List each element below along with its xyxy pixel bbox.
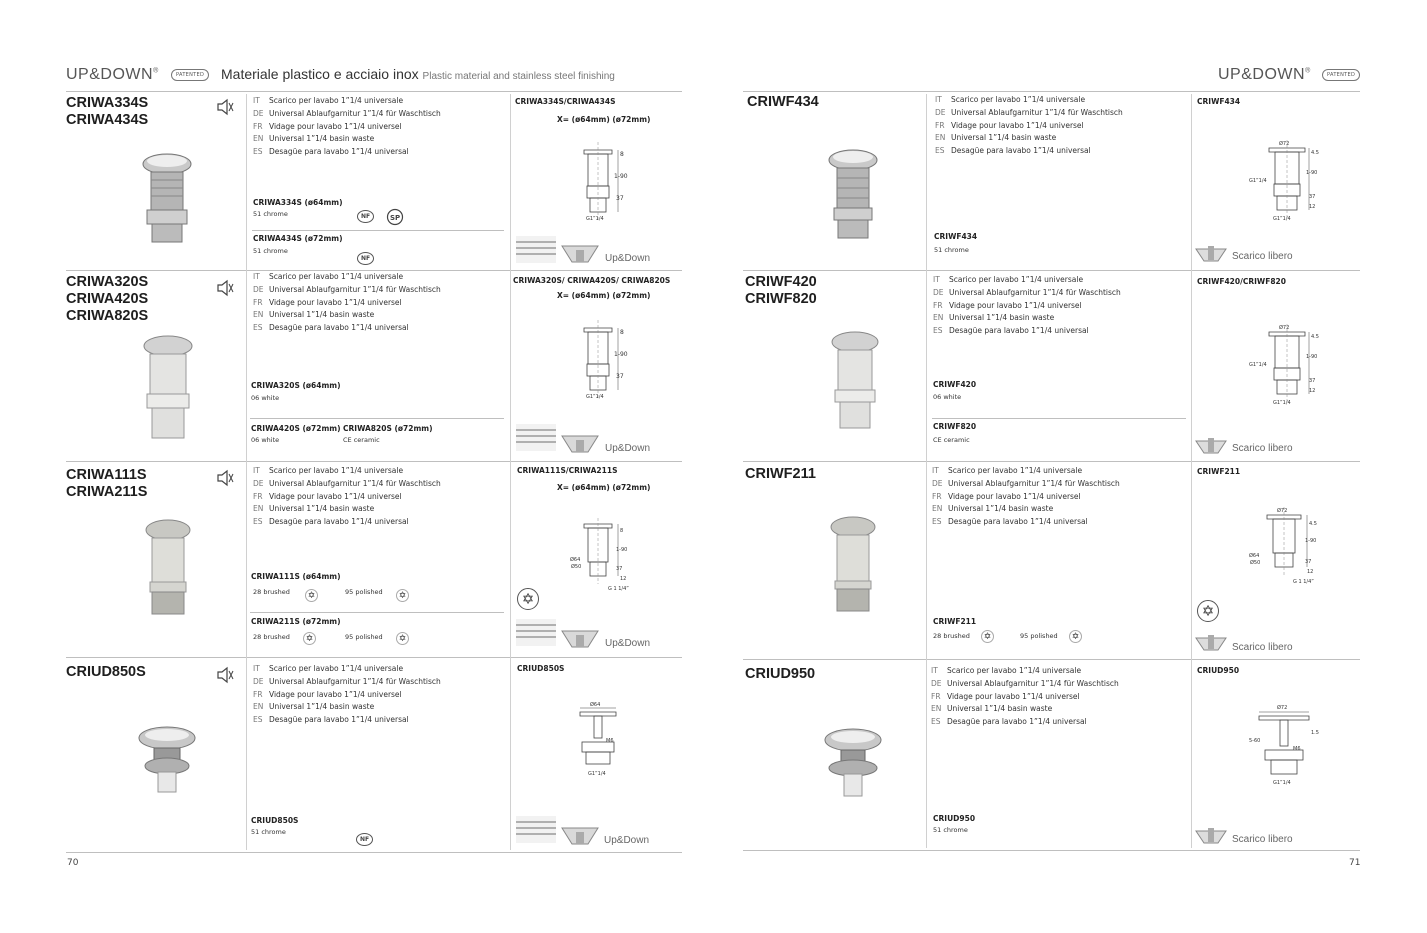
- description: IT Scarico per lavabo 1”1/4 universale DE Universal Ablaufgarnitur 1”1/4 für Waschtisch FR Vidage pour lavabo 1”1/4 universel EN Universal 1”1/4 basin waste ES Desagüe para lavabo 1”1/4 universal: [932, 466, 1120, 527]
- technical-drawing: [1249, 138, 1321, 223]
- drawing-title: CRIUD950: [1197, 666, 1240, 675]
- divider: [743, 659, 1360, 660]
- drawing-title: CRIWA111S/CRIWA211S: [517, 466, 618, 475]
- svg-text:4.5: 4.5: [1309, 521, 1317, 527]
- star-finish-icon: ✡: [396, 589, 409, 602]
- product-image: [138, 150, 196, 245]
- column-divider: [1191, 94, 1192, 848]
- svg-text:G1”1/4: G1”1/4: [1249, 178, 1267, 184]
- updown-label: Up&Down: [605, 253, 651, 264]
- product-image: [142, 518, 194, 616]
- variant-code: CRIWF211: [933, 617, 977, 626]
- divider: [743, 270, 1360, 271]
- svg-text:G1”1/4: G1”1/4: [1273, 400, 1291, 406]
- drawing-x-note: X= (ø64mm) (ø72mm): [557, 115, 651, 124]
- svg-text:12: 12: [1309, 388, 1316, 394]
- variant-finish: 95 polished: [1020, 632, 1058, 640]
- updown-label: Up&Down: [604, 835, 650, 846]
- product-image: [825, 146, 881, 240]
- product-image: [140, 334, 196, 440]
- technical-drawing: [1249, 700, 1319, 790]
- variant-code: CRIWA820S (ø72mm): [343, 424, 433, 433]
- left-page: [0, 0, 713, 933]
- brand-logo: UP&DOWN®: [66, 66, 159, 83]
- svg-text:37: 37: [1309, 194, 1316, 200]
- variant-finish: 28 brushed: [253, 633, 290, 641]
- svg-text:12: 12: [620, 576, 627, 582]
- basin-waste-icon: [560, 820, 600, 846]
- variant-finish: 51 chrome: [253, 247, 288, 255]
- svg-text:1-90: 1-90: [616, 547, 628, 553]
- technical-drawing: [1249, 505, 1329, 590]
- svg-text:12: 12: [1309, 204, 1316, 210]
- variant-code: CRIWF434: [934, 232, 978, 241]
- variant-code: CRIWA111S (ø64mm): [251, 572, 341, 581]
- star-finish-icon: ✡: [1069, 630, 1082, 643]
- technical-drawing: [570, 518, 640, 593]
- svg-text:37: 37: [616, 195, 624, 202]
- svg-text:8: 8: [620, 528, 624, 534]
- patented-badge: PATENTED: [1322, 69, 1360, 81]
- svg-text:G1”1/4: G1”1/4: [586, 216, 604, 222]
- nf-badge: NF: [356, 833, 373, 846]
- svg-text:1.5: 1.5: [1311, 730, 1319, 736]
- svg-text:Ø50: Ø50: [571, 564, 582, 570]
- variant-finish: 28 brushed: [933, 632, 970, 640]
- product-image: [136, 726, 198, 794]
- scarico-libero-icon: [1195, 436, 1227, 454]
- updown-icon: [516, 816, 558, 844]
- product-code: CRIUD950: [745, 666, 816, 682]
- csa-badge-icon: [386, 208, 404, 226]
- scarico-libero-icon: [1195, 633, 1227, 651]
- variant-code: CRIUD950: [933, 814, 976, 823]
- svg-text:Ø50: Ø50: [1250, 560, 1261, 566]
- drawing-x-note: X= (ø64mm) (ø72mm): [557, 483, 651, 492]
- svg-text:SP: SP: [390, 214, 401, 222]
- brand-logo: UP&DOWN®: [1218, 66, 1311, 83]
- variant-finish: CE ceramic: [343, 436, 380, 444]
- nf-badge: NF: [357, 210, 374, 223]
- drawing-title: CRIWF434: [1197, 97, 1241, 106]
- variant-code: CRIWA211S (ø72mm): [251, 617, 341, 626]
- description: IT Scarico per lavabo 1”1/4 universale DE Universal Ablaufgarnitur 1”1/4 für Waschtisch FR Vidage pour lavabo 1”1/4 universel EN Universal 1”1/4 basin waste ES Desagüe para lavabo 1”1/4 universal: [253, 664, 441, 725]
- variant-finish: 06 white: [933, 393, 962, 401]
- page-number: 70: [67, 858, 79, 868]
- updown-label: Up&Down: [605, 638, 651, 649]
- description: IT Scarico per lavabo 1”1/4 universale DE Universal Ablaufgarnitur 1”1/4 für Waschtisch FR Vidage pour lavabo 1”1/4 universel EN Universal 1”1/4 basin waste ES Desagüe para lavabo 1”1/4 universal: [935, 95, 1123, 156]
- divider: [66, 852, 682, 853]
- svg-text:M6: M6: [1293, 746, 1301, 752]
- variant-finish: CE ceramic: [933, 436, 970, 444]
- silent-icon: [216, 99, 234, 115]
- variant-finish: 51 chrome: [253, 210, 288, 218]
- variant-finish: 95 polished: [345, 588, 383, 596]
- updown-label: Up&Down: [605, 443, 651, 454]
- page-number: 71: [1349, 858, 1361, 868]
- svg-text:Ø72: Ø72: [1277, 508, 1288, 514]
- scarico-libero-icon: [1195, 244, 1227, 262]
- divider: [743, 850, 1360, 851]
- right-page: [713, 0, 1427, 933]
- technical-drawing: [580, 140, 635, 225]
- column-divider: [246, 94, 247, 850]
- scarico-libero-label: Scarico libero: [1232, 251, 1293, 262]
- svg-text:5-60: 5-60: [1249, 738, 1261, 744]
- svg-text:1-90: 1-90: [1305, 538, 1317, 544]
- svg-text:1-90: 1-90: [1306, 354, 1318, 360]
- variant-finish: 51 chrome: [251, 828, 286, 836]
- updown-icon: [516, 236, 558, 264]
- drawing-title: CRIWA334S/CRIWA434S: [515, 97, 616, 106]
- column-divider: [510, 94, 511, 850]
- svg-text:37: 37: [616, 373, 624, 380]
- product-code: CRIWF420 CRIWF820: [745, 274, 817, 307]
- svg-text:M6: M6: [606, 738, 614, 744]
- technical-drawing: [1249, 322, 1321, 407]
- divider: [743, 91, 1360, 92]
- basin-waste-icon: [560, 238, 600, 264]
- basin-waste-icon: [560, 428, 600, 454]
- drawing-x-note: X= (ø64mm) (ø72mm): [557, 291, 651, 300]
- product-code: CRIWA111S CRIWA211S: [66, 467, 148, 500]
- silent-icon: [216, 280, 234, 296]
- updown-icon: [516, 424, 558, 452]
- scarico-libero-label: Scarico libero: [1232, 443, 1293, 454]
- basin-waste-icon: [560, 623, 600, 649]
- star-finish-icon: ✡: [303, 632, 316, 645]
- drawing-title: CRIUD850S: [517, 664, 565, 673]
- svg-text:Ø64: Ø64: [1249, 553, 1260, 559]
- svg-text:4.5: 4.5: [1311, 334, 1319, 340]
- svg-text:1-90: 1-90: [1306, 170, 1318, 176]
- svg-text:12: 12: [1307, 569, 1314, 575]
- scarico-libero-label: Scarico libero: [1232, 642, 1293, 653]
- divider: [66, 461, 682, 462]
- star-finish-icon: ✡: [981, 630, 994, 643]
- svg-text:37: 37: [1305, 559, 1312, 565]
- drawing-title: CRIWF420/CRIWF820: [1197, 277, 1286, 286]
- variant-finish: 06 white: [251, 436, 280, 444]
- divider: [250, 418, 504, 419]
- silent-icon: [216, 667, 234, 683]
- svg-text:G1”1/4: G1”1/4: [588, 771, 606, 777]
- star-finish-icon: ✡: [1197, 600, 1219, 622]
- scarico-libero-label: Scarico libero: [1232, 834, 1293, 845]
- svg-text:8: 8: [620, 151, 624, 158]
- svg-text:1-90: 1-90: [614, 173, 628, 180]
- drawing-title: CRIWF211: [1197, 467, 1241, 476]
- technical-drawing: [576, 698, 626, 778]
- svg-text:Ø64: Ø64: [570, 557, 581, 563]
- variant-finish: 51 chrome: [933, 826, 968, 834]
- updown-icon: [516, 619, 558, 647]
- svg-text:Ø72: Ø72: [1277, 705, 1288, 711]
- variant-code: CRIWF420: [933, 380, 977, 389]
- svg-text:G 1 1/4”: G 1 1/4”: [1293, 579, 1314, 585]
- description: IT Scarico per lavabo 1”1/4 universale DE Universal Ablaufgarnitur 1”1/4 für Waschtisch FR Vidage pour lavabo 1”1/4 universel EN Universal 1”1/4 basin waste ES Desagüe para lavabo 1”1/4 universal: [253, 272, 441, 333]
- divider: [66, 91, 682, 92]
- nf-badge: NF: [357, 252, 374, 265]
- product-code: CRIWF211: [745, 466, 816, 482]
- column-divider: [926, 94, 927, 848]
- star-finish-icon: ✡: [517, 588, 539, 610]
- svg-text:G1”1/4: G1”1/4: [1273, 216, 1291, 222]
- svg-text:G 1 1/4”: G 1 1/4”: [608, 586, 629, 592]
- svg-text:Ø64: Ø64: [590, 702, 601, 708]
- variant-code: CRIWA334S (ø64mm): [253, 198, 343, 207]
- svg-text:G1”1/4: G1”1/4: [586, 394, 604, 400]
- divider: [252, 230, 504, 231]
- svg-text:Ø72: Ø72: [1279, 325, 1290, 331]
- product-image: [821, 728, 885, 800]
- svg-text:Ø72: Ø72: [1279, 141, 1290, 147]
- scarico-libero-icon: [1195, 826, 1227, 844]
- divider: [932, 418, 1186, 419]
- svg-text:8: 8: [620, 329, 624, 336]
- drawing-title: CRIWA320S/ CRIWA420S/ CRIWA820S: [513, 276, 671, 285]
- variant-code: CRIWA434S (ø72mm): [253, 234, 343, 243]
- svg-text:G1”1/4: G1”1/4: [1273, 780, 1291, 786]
- description: IT Scarico per lavabo 1”1/4 universale DE Universal Ablaufgarnitur 1”1/4 für Waschtisch FR Vidage pour lavabo 1”1/4 universel EN Universal 1”1/4 basin waste ES Desagüe para lavabo 1”1/4 universal: [253, 466, 441, 527]
- svg-text:37: 37: [1309, 378, 1316, 384]
- divider: [250, 612, 504, 613]
- variant-finish: 06 white: [251, 394, 280, 402]
- variant-finish: 28 brushed: [253, 588, 290, 596]
- product-code: CRIWF434: [747, 94, 819, 110]
- divider: [66, 657, 682, 658]
- description: IT Scarico per lavabo 1”1/4 universale DE Universal Ablaufgarnitur 1”1/4 für Waschtisch FR Vidage pour lavabo 1”1/4 universel EN Universal 1”1/4 basin waste ES Desagüe para lavabo 1”1/4 universal: [931, 666, 1119, 727]
- page-title: Materiale plastico e acciaio inox Plastic material and stainless steel finishing: [221, 66, 615, 82]
- product-code: CRIWA334S CRIWA434S: [66, 95, 149, 128]
- star-finish-icon: ✡: [305, 589, 318, 602]
- product-code: CRIWA320S CRIWA420S CRIWA820S: [66, 274, 149, 324]
- patented-badge: PATENTED: [171, 69, 209, 81]
- variant-code: CRIWA420S (ø72mm): [251, 424, 341, 433]
- variant-finish: 95 polished: [345, 633, 383, 641]
- svg-text:G1”1/4: G1”1/4: [1249, 362, 1267, 368]
- variant-code: CRIWA320S (ø64mm): [251, 381, 341, 390]
- silent-icon: [216, 470, 234, 486]
- technical-drawing: [580, 318, 635, 403]
- product-code: CRIUD850S: [66, 664, 146, 680]
- product-image: [829, 330, 881, 430]
- variant-code: CRIWF820: [933, 422, 977, 431]
- svg-text:4.5: 4.5: [1311, 150, 1319, 156]
- svg-text:1-90: 1-90: [614, 351, 628, 358]
- description: IT Scarico per lavabo 1”1/4 universale DE Universal Ablaufgarnitur 1”1/4 für Waschtisch FR Vidage pour lavabo 1”1/4 universel EN Universal 1”1/4 basin waste ES Desagüe para lavabo 1”1/4 universal: [933, 275, 1121, 336]
- star-finish-icon: ✡: [396, 632, 409, 645]
- description: IT Scarico per lavabo 1”1/4 universale DE Universal Ablaufgarnitur 1”1/4 für Waschtisch FR Vidage pour lavabo 1”1/4 universel EN Universal 1”1/4 basin waste ES Desagüe para lavabo 1”1/4 universal: [253, 96, 441, 157]
- product-image: [827, 515, 879, 613]
- divider: [743, 461, 1360, 462]
- variant-finish: 51 chrome: [934, 246, 969, 254]
- svg-text:37: 37: [616, 566, 623, 572]
- variant-code: CRIUD850S: [251, 816, 299, 825]
